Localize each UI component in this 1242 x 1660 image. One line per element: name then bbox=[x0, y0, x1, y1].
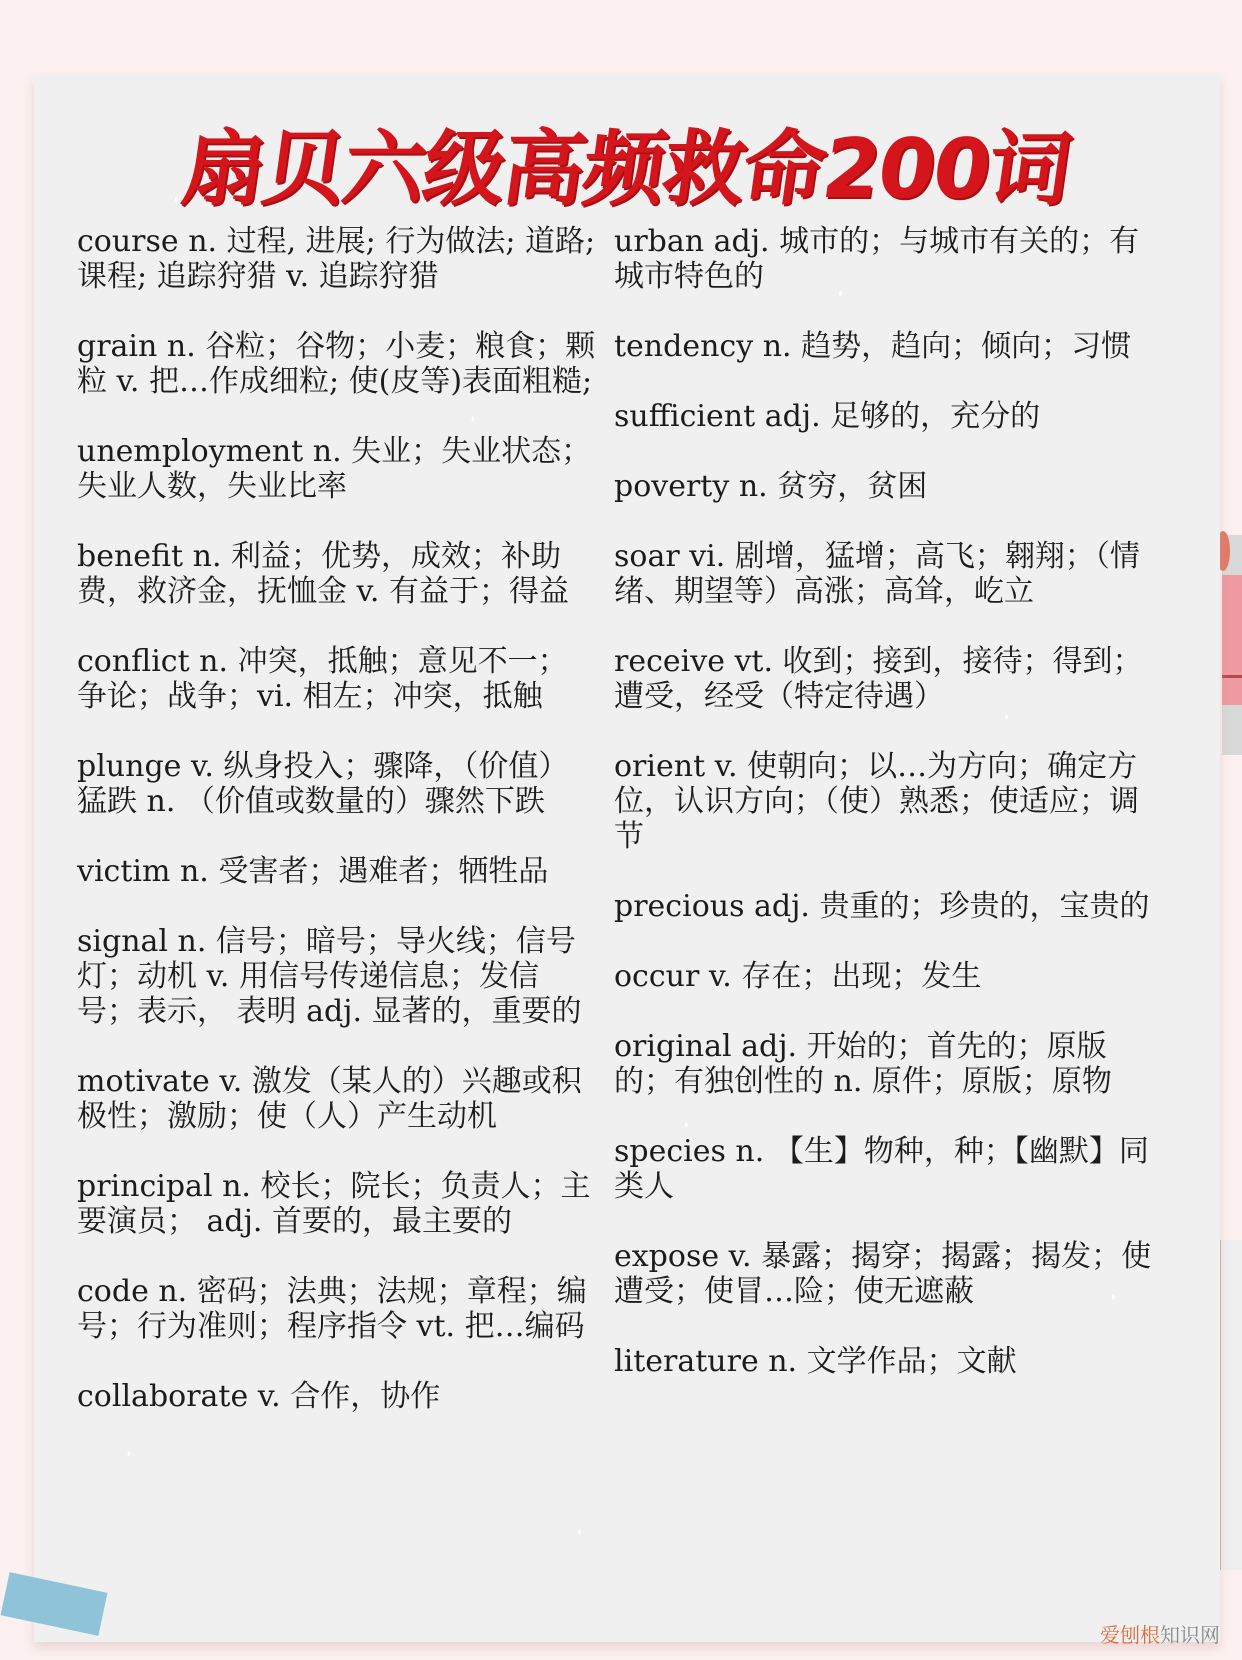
vocab-entry: signal n. 信号；暗号；导火线；信号灯；动机 v. 用信号传递信息；发信号；表示， 表明 adj. 显著的，重要的 bbox=[77, 924, 582, 1029]
decorative-line bbox=[1222, 675, 1242, 678]
watermark-suffix: 知识网 bbox=[1160, 1623, 1220, 1647]
decorative-side-card bbox=[1222, 535, 1242, 755]
vocab-entry: poverty n. 贫穷，贫困 bbox=[614, 469, 928, 504]
vocab-entry: victim n. 受害者；遇难者；牺牲品 bbox=[77, 854, 549, 889]
watermark bbox=[1100, 1619, 1220, 1648]
vocab-entry: code n. 密码；法典；法规；章程；编号；行为准则；程序指令 vt. 把…编码 bbox=[77, 1274, 587, 1344]
vocab-entry: precious adj. 贵重的；珍贵的，宝贵的 bbox=[614, 889, 1150, 924]
vocab-entry: course n. 过程, 进展; 行为做法; 道路; 课程; 追踪狩猎 v. 追踪狩猎 bbox=[77, 224, 596, 294]
vocab-entry: grain n. 谷粒；谷物；小麦；粮食；颗粒 v. 把…作成细粒; 使(皮等)表面粗糙; bbox=[77, 329, 596, 399]
vocab-entry: motivate v. 激发（某人的）兴趣或积极性；激励；使（人）产生动机 bbox=[77, 1064, 582, 1134]
vocab-entry: original adj. 开始的；首先的；原版的；有独创性的 n. 原件；原版；原物 bbox=[614, 1029, 1112, 1099]
vocab-entry: receive vt. 收到；接到，接待；得到；遭受，经受（特定待遇） bbox=[614, 644, 1143, 714]
vocab-entry: urban adj. 城市的；与城市有关的；有城市特色的 bbox=[614, 224, 1140, 294]
vocab-entry: conflict n. 冲突，抵触；意见不一；争论；战争；vi. 相左；冲突，抵触 bbox=[77, 644, 568, 714]
vocab-entry: soar vi. 剧增，猛增；高飞；翱翔；（情绪、期望等）高涨；高耸，屹立 bbox=[614, 539, 1140, 609]
decorative-back-paper bbox=[1218, 1240, 1242, 1570]
vocab-entry: collaborate v. 合作，协作 bbox=[77, 1379, 441, 1414]
vocab-entry: orient v. 使朝向；以…为方向；确定方位，认识方向；（使）熟悉；使适应；调节 bbox=[614, 749, 1139, 854]
decorative-pink-shape bbox=[1222, 575, 1242, 705]
left-column bbox=[77, 224, 597, 1449]
right-column bbox=[614, 224, 1154, 1414]
vocab-entry: unemployment n. 失业；失业状态；失业人数，失业比率 bbox=[77, 434, 592, 504]
vocab-entry: sufficient adj. 足够的，充分的 bbox=[614, 399, 1041, 434]
vocab-entry: plunge v. 纵身投入；骤降，（价值）猛跌 n. （价值或数量的）骤然下跌 bbox=[77, 749, 569, 819]
vocab-entry: principal n. 校长；院长；负责人；主要演员； adj. 首要的，最主要的 bbox=[77, 1169, 591, 1239]
vocab-entry: species n. 【生】物种，种；【幽默】同类人 bbox=[614, 1134, 1149, 1204]
vocabulary-sheet bbox=[34, 74, 1220, 1642]
vocab-entry: occur v. 存在；出现；发生 bbox=[614, 959, 982, 994]
page-title: 扇贝六级高频救命200词 bbox=[176, 122, 1076, 217]
vocab-entry: benefit n. 利益；优势，成效；补助费，救济金，抚恤金 v. 有益于；得益 bbox=[77, 539, 569, 609]
watermark-brand: 爱刨根 bbox=[1100, 1623, 1160, 1647]
vocab-entry: literature n. 文学作品；文献 bbox=[614, 1344, 1017, 1379]
vocab-entry: expose v. 暴露；揭穿；揭露；揭发；使遭受；使冒…险；使无遮蔽 bbox=[614, 1239, 1152, 1309]
vocab-entry: tendency n. 趋势，趋向；倾向；习惯 bbox=[614, 329, 1132, 364]
